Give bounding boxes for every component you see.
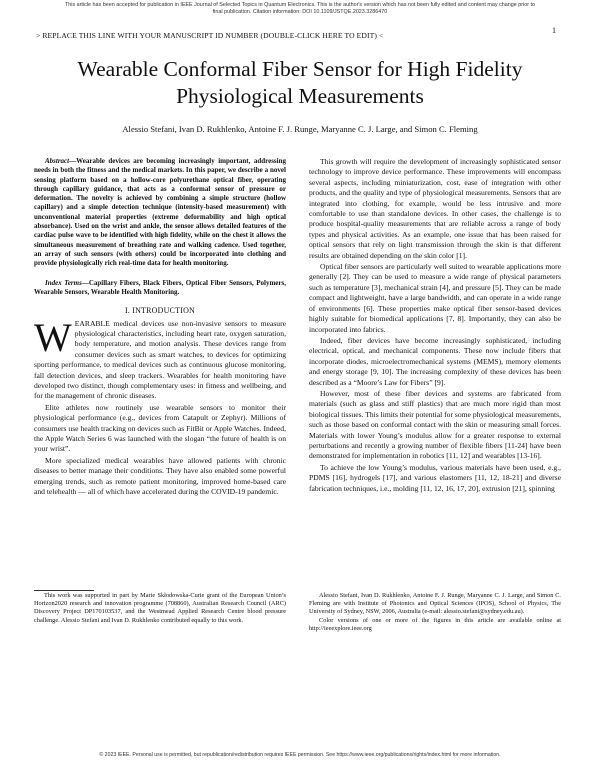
left-column	[34, 157, 286, 498]
abstract-text: —Wearable devices are becoming increasingly important, addressing needs in both the fitness and the medical markets. In this paper, we describe a novel sensing platform based on a hollow-core polyurethane optical fiber, operating through capillary guidance, that acts as a conformal sensor of pressure or deformation. The novelty is achieved by combining a simple structure (hollow capillary) and a simple detection technique (intensity-based measurement) with unconventional material properties (extreme deformability and high optical absorbance). Used on the wrist and ankle, the sensor allows detailed features of the cardiac pulse wave to be identified with high fidelity, while on the chest it allows the simultaneous measurement of breathing rate and walking cadence. Used together, an array of such sensors (with others) could be incorporated into clothing and provide physiologically rich real-time data for health monitoring.	[34, 157, 286, 268]
publication-notice: This article has been accepted for publication in IEEE Journal of Selected Topics in Quantum Electronics. This is the author's version which has not been fully edited and content may change prior to final publication. Citation information: DOI 10.1109/JSTQE.2023.3286470	[64, 2, 536, 15]
intro-paragraph	[34, 314, 286, 402]
body-paragraph: To achieve the low Young’s modulus, various materials have been used, e.g., PDMS [16], hydrogels [17], and various elastomers [11, 12, 18-21] and diverse fabrication techniques, i.e., molding [11, 12, 16, 17, 20], extrusion [21], spinning	[309, 462, 561, 493]
body-paragraph: Optical fiber sensors are particularly well suited to wearable applications more generally [2]. They can be used to measure a wide range of physical parameters such as temperature [3], mechanical strain [4], and pressure [5]. They can be made compact and lightweight, have a large bandwidth, and can operate in a wide range of environments [6]. These properties make optical fiber sensor-based devices highly suitable for biomedical applications [7, 8]. Importantly, they can also be incorporated into fabrics.	[309, 262, 561, 334]
body-paragraph: Indeed, fiber devices have become increasingly sophisticated, including electrical, optical, and mechanical components. These now include fibers that incorporate diodes, microelectromechanical systems (MEMS), memory elements and energy storage [9, 10]. The increasing complexity of these devices has been described as a “Moore’s Law for Fibers” [9].	[309, 335, 561, 387]
index-terms-text: —Capillary Fibers, Black Fibers, Optical Fiber Sensors, Polymers, Wearable Sensors, Wearable Health Monitoring.	[34, 278, 286, 296]
abstract	[34, 157, 286, 269]
abstract-label: Abstract	[45, 157, 70, 165]
drop-cap: W	[34, 314, 72, 360]
copyright-notice: © 2023 IEEE. Personal use is permitted, but republication/redistribution requires IEEE permission. See https://www.ieee.org/publications/rights/index.html for more information.	[99, 752, 501, 758]
footnote-divider	[34, 590, 94, 591]
paper-title: Wearable Conformal Fiber Sensor for High Fidelity Physiological Measurements	[77, 57, 523, 108]
body-paragraph: This growth will require the development of increasingly sophisticated sensor technology to improve device performance. These improvements will encompass several aspects, including miniaturization, cost, ease of integration with other products, and the quality and type of physiological measurements. Sensors that are integrated into clothing, for example, would be less intrusive and more comfortable to use than standalone devices. In other cases, the challenge is to produce hospital-quality measurements that are reliable across a range of body types and physical activities. As an example, one issue that has been raised for optical sensors that rely on light transmission through the skin is that different results are obtained depending on the skin color [1].	[309, 157, 561, 260]
body-paragraph: More specialized medical wearables have allowed patients with chronic diseases to better manage their conditions. They have also enabled some powerful emerging trends, such as remote patient monitoring, improved home-based care and telehealth — all of which have accelerated during the COVID-19 pandemic.	[34, 455, 286, 497]
color-versions-note: Color versions of one or more of the figures in this article are available online at http://ieeexplore.ieee.org	[309, 616, 561, 632]
body-paragraph: Elite athletes now routinely use wearable sensors to monitor their physiological performance (e.g., devices from Catapult or Zephyr). Millions of consumers use health tracking on devices such as FitBit or Apple Watches. Indeed, the Apple Watch Series 6 was launched with the slogan “the future of health is on your wrist”.	[34, 402, 286, 454]
index-terms	[34, 279, 286, 298]
affiliation-footnote	[309, 592, 561, 633]
section-heading: I. INTRODUCTION	[124, 306, 196, 316]
page-number: 1	[552, 26, 556, 35]
index-terms-label: Index Terms	[45, 278, 82, 287]
funding-footnote-text: This work was supported in part by Marie Skłodowska-Curie grant of the European Union’s Horizon2020 research and innovation programme (708860), Australian Research Council (ARC) Discovery Project DP170103537, and the Westmead Applied Research Centre blood pressure challenge. Alessio Stefani and Ivan D. Rukhlenko contributed equally to this work.	[34, 592, 286, 624]
manuscript-header: > REPLACE THIS LINE WITH YOUR MANUSCRIPT ID NUMBER (DOUBLE-CLICK HERE TO EDIT) <	[36, 31, 384, 40]
author-list: Alessio Stefani, Ivan D. Rukhlenko, Antoine F. J. Runge, Maryanne C. J. Large, and Simon C. Fleming	[122, 124, 478, 134]
intro-paragraph-text: EARABLE medical devices use non-invasive sensors to measure physiological characteristics, including heart rate, oxygen saturation, body temperature, and motion analysis. These devices range from consumer devices such as smart watches, to devices for optimizing sporting performance, to medical devices such as continuous glucose monitoring, fall detection devices, and sleep trackers. Wearables for health monitoring have developed two distinct, though complementary uses: in fitness and wellbeing, and for the management of chronic diseases.	[34, 318, 286, 401]
right-column	[309, 157, 561, 495]
affiliation-text: Alessio Stefani, Ivan D. Rukhlenko, Antoine F. J. Runge, Maryanne C. J. Large, and Simon C. Fleming are with Institute of Photonics and Optical Sciences (IPOS), School of Physics, The University of Sydney, NSW, 2006, Australia (e-mail: alessio.stefani@sydney.edu.au).	[309, 592, 561, 616]
body-paragraph: However, most of these fiber devices and systems are fabricated from materials (such as glass and stiff plastics) that are much more rigid than most biological tissues. This limits their potential for some physiological measurements, such as those based on conformal contact with the skin or measuring small forces. Materials with lower Young’s modulus allow for a greater response to external perturbations and recently a growing number of flexible fibers [11-24] have been demonstrated for implementation in robotics [11, 12] and wearables [13-16].	[309, 388, 561, 461]
funding-footnote	[34, 592, 286, 625]
